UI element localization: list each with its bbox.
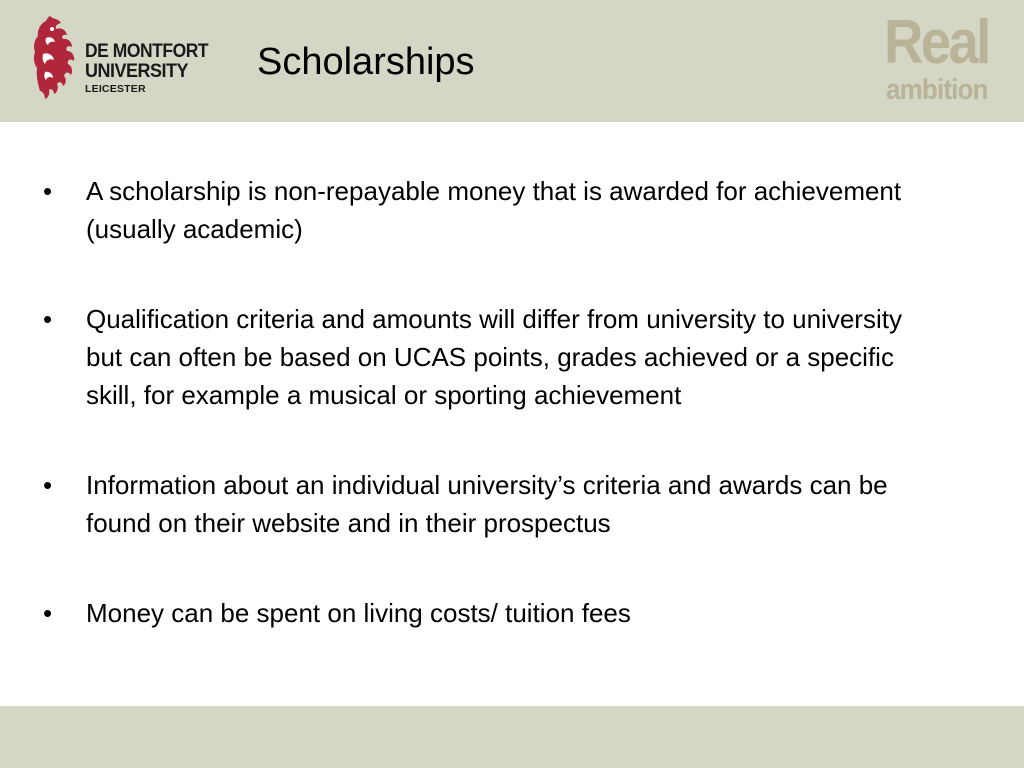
bullet-item (43, 466, 943, 542)
university-logo (28, 14, 228, 102)
bullet-icon: • (43, 304, 53, 334)
bullet-icon: • (43, 176, 53, 206)
bullet-icon: • (43, 598, 53, 628)
bullet-icon: • (43, 470, 53, 500)
bullet-text: Information about an individual university’s criteria and awards can be found on their website and in their prospectus (86, 470, 888, 538)
lion-crest-icon (28, 14, 84, 102)
bullet-text: Money can be spent on living costs/ tuition fees (86, 598, 631, 628)
slide-title: Scholarships (257, 41, 475, 83)
brand-word-real: Real (884, 8, 989, 77)
logo-line-2: UNIVERSITY (85, 60, 189, 82)
logo-line-1: DE MONTFORT (85, 41, 209, 62)
brand-word-ambition: ambition (886, 74, 988, 106)
bullet-item (43, 172, 943, 248)
real-ambition-logo (882, 8, 1002, 110)
bullet-item (43, 300, 943, 414)
bullet-item (43, 594, 943, 632)
logo-line-3: LEICESTER (85, 82, 146, 95)
logo-wordmark (85, 42, 219, 94)
footer-bar (0, 706, 1024, 768)
bullet-text: Qualification criteria and amounts will differ from university to university but can often be based on UCAS points, grades achieved or a specific skill, for example a musical or sporting achievement (86, 304, 902, 410)
bullet-list (43, 172, 943, 632)
bullet-text: A scholarship is non-repayable money that is awarded for achievement (usually academic) (86, 176, 902, 244)
